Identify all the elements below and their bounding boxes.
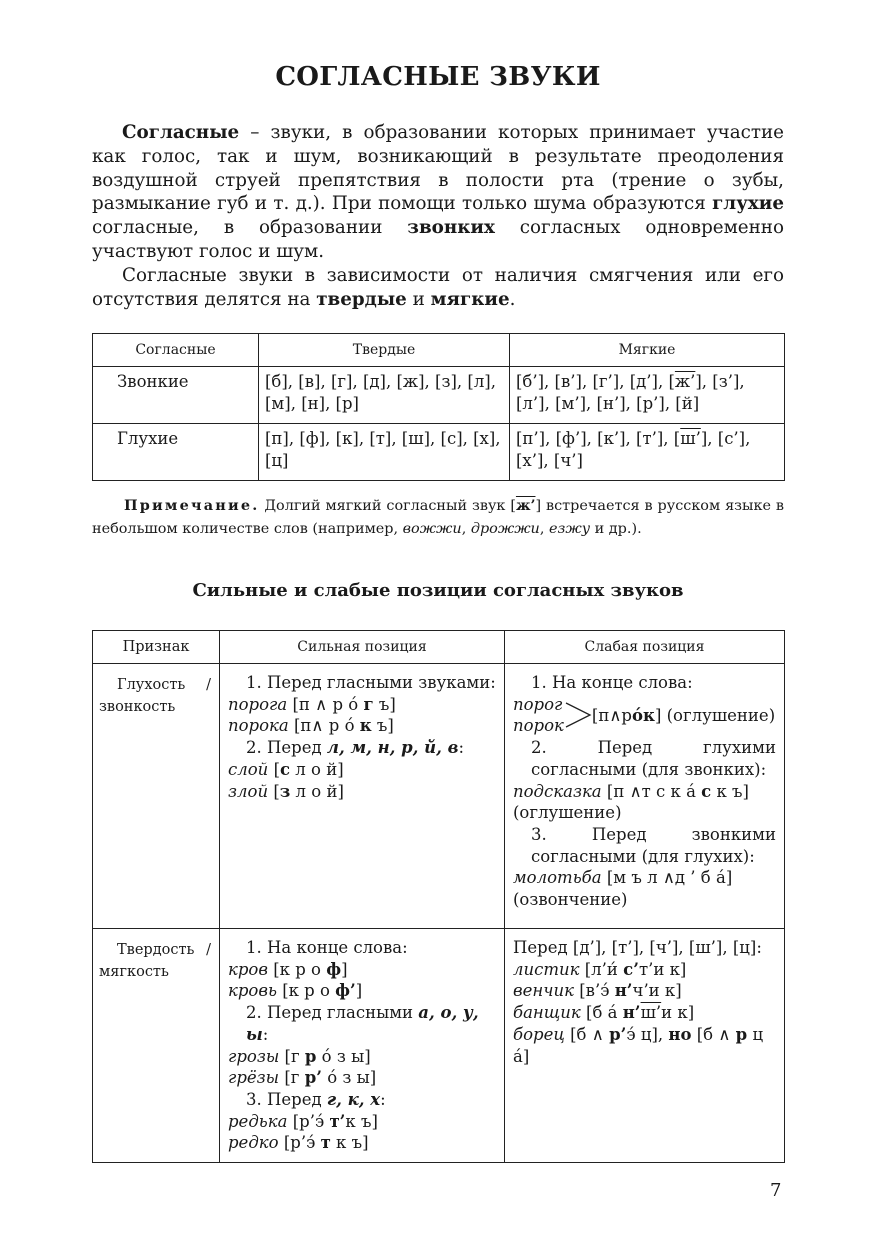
table-header: Согласные <box>93 334 259 367</box>
table-row <box>93 929 785 1163</box>
row-label: Глухость / звонкость <box>93 664 220 929</box>
table-header-row <box>93 334 785 367</box>
weak-position-cell: Перед [д’], [т’], [ч’], [ш’], [ц]: листик [л’и́ с’т’и к] венчик [в’э́ н’ч’и к] банщик [б á н’ш’и к] борец [б ∧ р’э́ ц], но [б ∧ р ц á] <box>505 929 785 1163</box>
hard-cell: [б], [в], [г], [д], [ж], [з], [л], [м], [н], [р] <box>259 367 510 424</box>
weak-position-cell: 1. На конце слова: порог порок [п∧рóк] (оглушение) 2. Перед глухими согласными (для звонких): подсказка [п ∧т с к á с к ъ] (оглушение) 3. Перед звонкими согласными (для глухих): молотьба [м ъ л ∧д ’ б á] (озвончение) <box>505 664 785 929</box>
intro-paragraph-2: Согласные звуки в зависимости от наличия смягчения или его отсутствия делятся на твердые и мягкие. <box>92 264 784 310</box>
intro-text <box>92 121 784 311</box>
table-header: Сильная позиция <box>220 631 505 664</box>
table-row <box>93 367 785 424</box>
table-row <box>93 664 785 929</box>
section-subtitle: Сильные и слабые позиции согласных звуков <box>192 580 684 601</box>
page-number: 7 <box>770 1180 782 1201</box>
intro-paragraph-1: Согласные – звуки, в образовании которых принимает участие как голос, так и шум, возникающий в результате преодоления воздушной струей препятствия в полости рта (трение о зубы, размыкание губ и т. д.). При помощи только шума образуются глухие согласные, в образовании звонких согласных одновременно участвуют голос и шум. <box>92 122 784 262</box>
table-header: Мягкие <box>510 334 785 367</box>
note: Примечание. Долгий мягкий согласный звук [ж’] встречается в русском языке в небольшом количестве слов (например, вожжи, дрожжи, езжу и др.). <box>92 497 784 537</box>
hard-cell: [п], [ф], [к], [т], [ш], [с], [х], [ц] <box>259 424 510 481</box>
strong-position-cell: 1. На конце слова: кров [к р о ф] кровь [к р о ф’] 2. Перед гласными а, о, у, ы: грозы [г р ó з ы] грёзы [г р’ ó з ы] 3. Перед г, к, х: редька [р’э́ т’к ъ] редко [р’э́ т к ъ] <box>220 929 505 1163</box>
merge-arrow-icon <box>564 700 592 730</box>
row-label: Твердость / мягкость <box>93 929 220 1163</box>
row-label: Звонкие <box>93 367 259 424</box>
table-row <box>93 424 785 481</box>
table-header: Признак <box>93 631 220 664</box>
strong-position-cell: 1. Перед гласными звуками: порога [п ∧ р ó г ъ] порока [п∧ р ó к ъ] 2. Перед л, м, н, р, й, в: слой [с л о й] злой [з л о й] <box>220 664 505 929</box>
note-label: Примечание. <box>124 497 260 514</box>
row-label: Глухие <box>93 424 259 481</box>
page-title: СОГЛАСНЫЕ ЗВУКИ <box>275 62 601 92</box>
table-header: Слабая позиция <box>505 631 785 664</box>
consonants-table <box>92 333 785 481</box>
soft-cell: [б’], [в’], [г’], [д’], [ж’], [з’], [л’], [м’], [н’], [р’], [й] <box>510 367 785 424</box>
table-header-row <box>93 631 785 664</box>
table-header: Твердые <box>259 334 510 367</box>
soft-cell: [п’], [ф’], [к’], [т’], [ш’], [с’], [х’], [ч’] <box>510 424 785 481</box>
positions-table <box>92 630 785 1163</box>
